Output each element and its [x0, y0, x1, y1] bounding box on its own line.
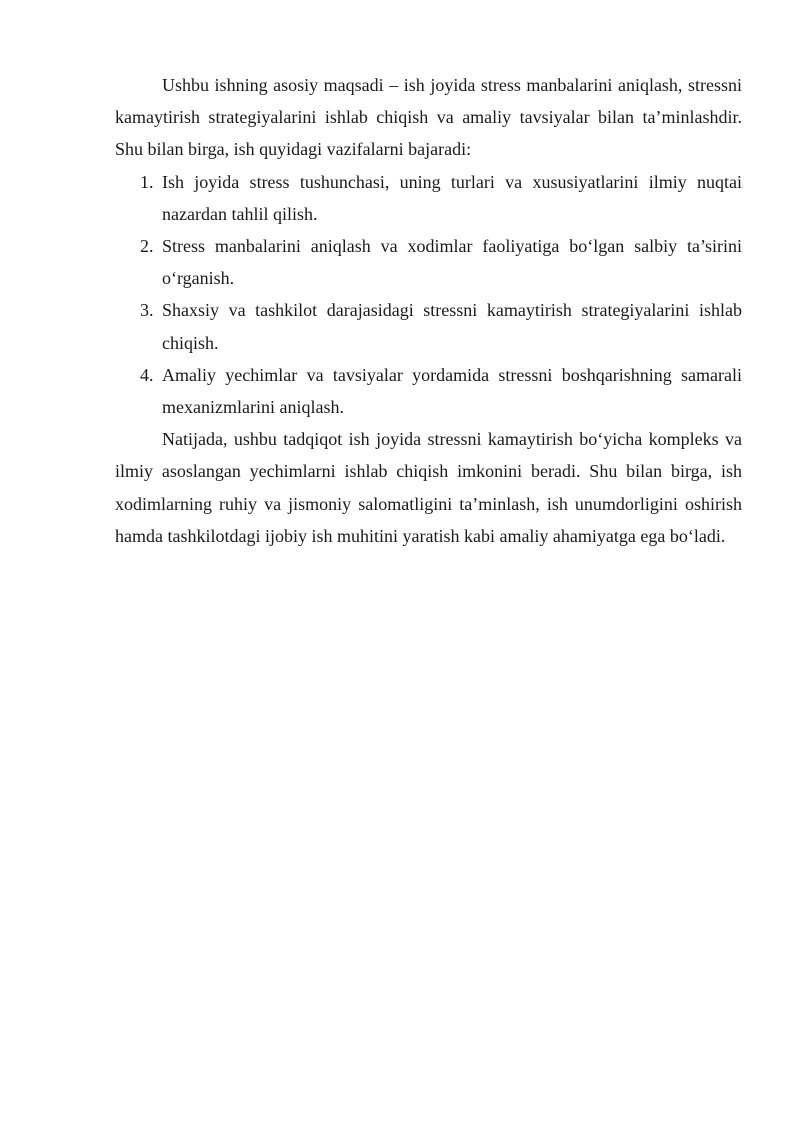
task-list — [115, 166, 742, 424]
list-item-text: Ish joyida stress tushunchasi, uning turlari va xususiyatlarini ilmiy nuqtai nazardan tahlil qilish. — [162, 171, 742, 224]
list-item — [115, 230, 742, 294]
list-item — [115, 294, 742, 358]
list-item-number: 1. — [140, 171, 154, 192]
list-item-number: 3. — [140, 300, 154, 321]
list-item — [115, 166, 742, 230]
list-item-number: 2. — [140, 236, 154, 257]
list-item-text: Amaliy yechimlar va tavsiyalar yordamida stressni boshqarishning samarali mexanizmlarini aniqlash. — [162, 364, 742, 418]
list-item-number: 4. — [140, 364, 154, 385]
conclusion-paragraph: Natijada, ushbu tadqiqot ish joyida stressni kamaytirish bo‘yicha kompleks va ilmiy asoslangan yechimlarni ishlab chiqish imkonini beradi. Shu bilan birga, ish xodimlarning ruhiy va jismoniy salomatligini ta’minlash, ish unumdorligini oshirish hamda tashkilotdagi ijobiy ish muhitini yaratish kabi amaliy ahamiyatga ega bo‘ladi. — [115, 429, 742, 546]
list-item-text: Shaxsiy va tashkilot darajasidagi stressni kamaytirish strategiyalarini ishlab chiqish. — [162, 300, 742, 353]
document-body — [115, 69, 742, 552]
intro-paragraph: Ushbu ishning asosiy maqsadi – ish joyida stress manbalarini aniqlash, stressni kamaytirish strategiyalarini ishlab chiqish va amaliy tavsiyalar bilan ta’minlashdir. Shu bilan birga, ish quyidagi vazifalarni bajaradi: — [115, 75, 742, 160]
list-item — [115, 359, 742, 423]
list-item-text: Stress manbalarini aniqlash va xodimlar faoliyatiga bo‘lgan salbiy ta’sirini o‘rganish. — [162, 236, 742, 289]
